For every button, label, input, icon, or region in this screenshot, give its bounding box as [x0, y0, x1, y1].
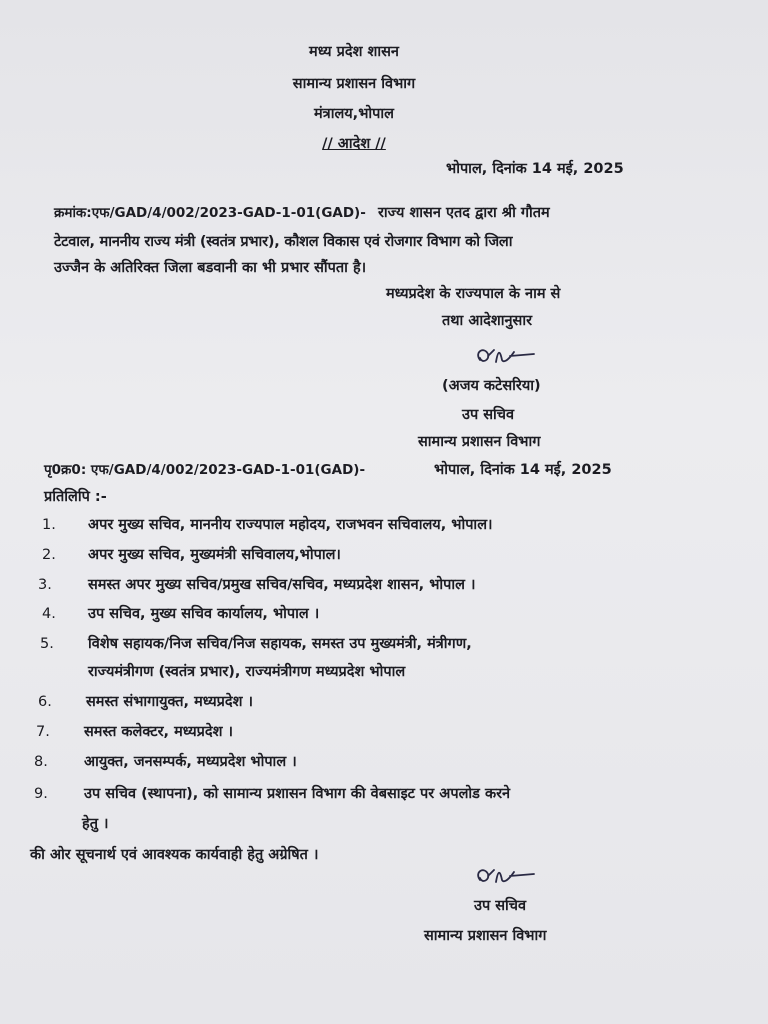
endorsement-date: भोपाल, दिनांक 14 मई, 2025 [434, 462, 612, 478]
list-item-number: 4. [42, 606, 56, 622]
list-item-number: 3. [38, 577, 52, 593]
signatory-2-designation: उप सचिव [474, 898, 527, 914]
list-item: अपर मुख्य सचिव, माननीय राज्यपाल महोदय, राजभवन सचिवालय, भोपाल। [88, 517, 493, 533]
list-item-number: 6. [38, 694, 52, 710]
signatory-1-department: सामान्य प्रशासन विभाग [418, 434, 541, 450]
list-item-number: 8. [34, 754, 48, 770]
list-item-number: 2. [42, 547, 56, 563]
header-department: सामान्य प्रशासन विभाग [292, 76, 416, 92]
endorsement-number: पृ0क्र0: एफ/GAD/4/002/2023-GAD-1-01(GAD)- [44, 462, 366, 478]
signatory-1-designation: उप सचिव [462, 407, 515, 423]
closing-line: की ओर सूचनार्थ एवं आवश्यक कार्यवाही हेतु अग्रेषित । [30, 847, 319, 863]
list-item: अपर मुख्य सचिव, मुख्यमंत्री सचिवालय,भोपाल। [88, 547, 341, 563]
list-item: आयुक्त, जनसम्पर्क, मध्यप्रदेश भोपाल । [84, 754, 297, 770]
header-government: मध्य प्रदेश शासन [309, 44, 399, 60]
signatory-2-department: सामान्य प्रशासन विभाग [424, 928, 547, 944]
order-body-line-3: उज्जैन के अतिरिक्त जिला बडवानी का भी प्रभार सौंपता है। [54, 260, 367, 276]
list-item: विशेष सहायक/निज सचिव/निज सहायक, समस्त उप मुख्यमंत्री, मंत्रीगण, [88, 636, 472, 652]
order-body-line-2: टेटवाल, माननीय राज्य मंत्री (स्वतंत्र प्रभार), कौशल विकास एवं रोजगार विभाग को जिला [54, 234, 513, 250]
list-item: उप सचिव (स्थापना), को सामान्य प्रशासन विभाग की वेबसाइट पर अपलोड करने [84, 786, 511, 802]
copy-label: प्रतिलिपि :- [44, 489, 107, 505]
list-item-number: 9. [34, 786, 48, 802]
list-item-number: 1. [42, 517, 56, 533]
signature-2 [470, 860, 540, 894]
list-item: उप सचिव, मुख्य सचिव कार्यालय, भोपाल । [88, 606, 320, 622]
order-number: क्रमांक:एफ/GAD/4/002/2023-GAD-1-01(GAD)- [54, 205, 366, 221]
list-item-number: 5. [40, 636, 54, 652]
order-body-line-1: राज्य शासन एतद द्वारा श्री गौतम [378, 205, 550, 221]
list-item: समस्त संभागायुक्त, मध्यप्रदेश । [86, 694, 253, 710]
signatory-1-name: (अजय कटेसरिया) [442, 378, 541, 394]
signature-1 [470, 340, 540, 374]
list-item: समस्त अपर मुख्य सचिव/प्रमुख सचिव/सचिव, मध्यप्रदेश शासन, भोपाल । [88, 577, 476, 593]
list-item-continuation: हेतु । [82, 816, 109, 832]
order-title: // आदेश // [322, 136, 386, 152]
header-location: मंत्रालय,भोपाल [314, 106, 394, 122]
date-line: भोपाल, दिनांक 14 मई, 2025 [446, 161, 624, 177]
list-item: समस्त कलेक्टर, मध्यप्रदेश । [84, 724, 233, 740]
authority-line-1: मध्यप्रदेश के राज्यपाल के नाम से [386, 286, 561, 302]
list-item-number: 7. [36, 724, 50, 740]
authority-line-2: तथा आदेशानुसार [442, 313, 533, 329]
list-item-continuation: राज्यमंत्रीगण (स्वतंत्र प्रभार), राज्यमंत्रीगण मध्यप्रदेश भोपाल [88, 664, 406, 680]
